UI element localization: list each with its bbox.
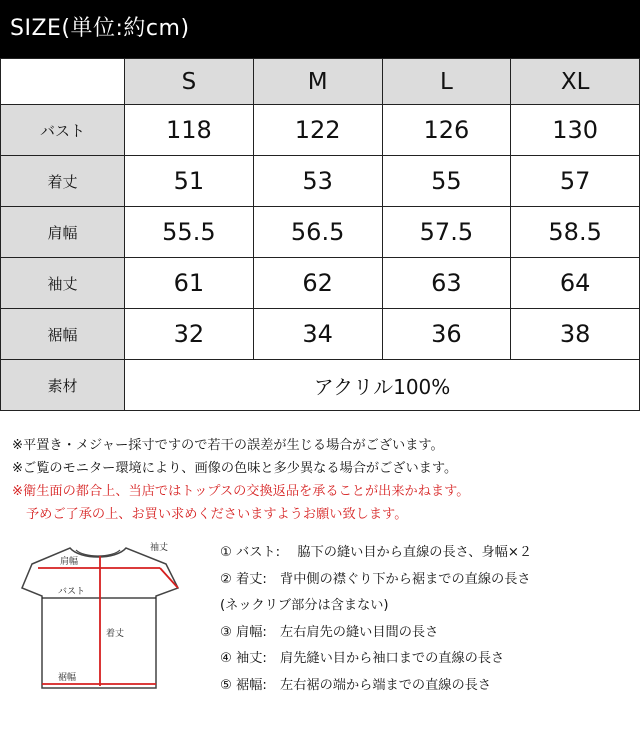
row-label-hem: 裾幅 [1,309,125,360]
table-cell: 57 [511,156,640,207]
measurement-item: ③ 肩幅: 左右肩先の縫い目間の長さ [220,624,439,640]
row-label-shoulder: 肩幅 [1,207,125,258]
size-header-xl: XL [511,59,640,105]
notes [12,434,632,526]
table-cell: 118 [125,105,254,156]
measurement-descriptions [220,540,630,699]
table-row [1,207,640,258]
measurement-item: ① バスト: 脇下の縫い目から直線の長さ、身幅×２ [220,545,533,560]
row-label-length: 着丈 [1,156,125,207]
measurement-item: ② 着丈: 背中側の襟ぐり下から裾までの直線の長さ [220,571,531,587]
table-cell: 62 [253,258,382,309]
note-line: ※ご覧のモニター環境により、画像の色味と多少異なる場合がございます。 [12,461,458,476]
table-row [1,105,640,156]
table-cell: 53 [253,156,382,207]
diagram-label-shoulder: 肩幅 [60,557,79,567]
measurement-item: ⑤ 裾幅: 左右裾の端から端までの直線の長さ [220,677,492,693]
table-cell: 64 [511,258,640,309]
table-cell: 58.5 [511,207,640,258]
size-header-l: L [382,59,511,105]
table-cell: 36 [382,309,511,360]
table-row [1,156,640,207]
table-cell: 51 [125,156,254,207]
table-cell: 122 [253,105,382,156]
table-cell: 32 [125,309,254,360]
table-header-row [1,59,640,105]
table-row [1,258,640,309]
table-cell: 34 [253,309,382,360]
table-cell: 55.5 [125,207,254,258]
diagram-label-sleeve: 袖丈 [150,543,169,553]
material-value: アクリル100% [125,360,640,411]
table-cell: 38 [511,309,640,360]
table-cell: 56.5 [253,207,382,258]
note-line-warning: 予めご了承の上、お買い求めくださいますようお願い致します。 [26,507,408,522]
measurement-item: ④ 袖丈: 肩先縫い目から袖口までの直線の長さ [220,651,505,666]
size-header-s: S [125,59,254,105]
size-table [0,58,640,411]
measurement-item: (ネックリブ部分は含まない) [220,598,389,613]
row-label-material: 素材 [1,360,125,411]
size-header-m: M [253,59,382,105]
note-line: ※平置き・メジャー採寸ですので若干の誤差が生じる場合がございます。 [12,438,444,453]
table-row [1,309,640,360]
diagram-label-hem: 裾幅 [58,673,77,683]
diagram-label-bust: バスト [58,587,86,597]
row-label-sleeve: 袖丈 [1,258,125,309]
table-cell: 130 [511,105,640,156]
table-cell: 126 [382,105,511,156]
tshirt-diagram [18,538,193,703]
row-label-bust: バスト [1,105,125,156]
note-line-warning: ※衛生面の都合上、当店ではトップスの交換返品を承ることが出来かねます。 [12,484,470,499]
table-corner-cell [1,59,125,105]
table-row-material [1,360,640,411]
diagram-label-length: 着丈 [106,629,125,639]
page-title: SIZE(単位:約cm) [0,0,640,58]
table-cell: 57.5 [382,207,511,258]
table-cell: 55 [382,156,511,207]
table-cell: 61 [125,258,254,309]
table-cell: 63 [382,258,511,309]
